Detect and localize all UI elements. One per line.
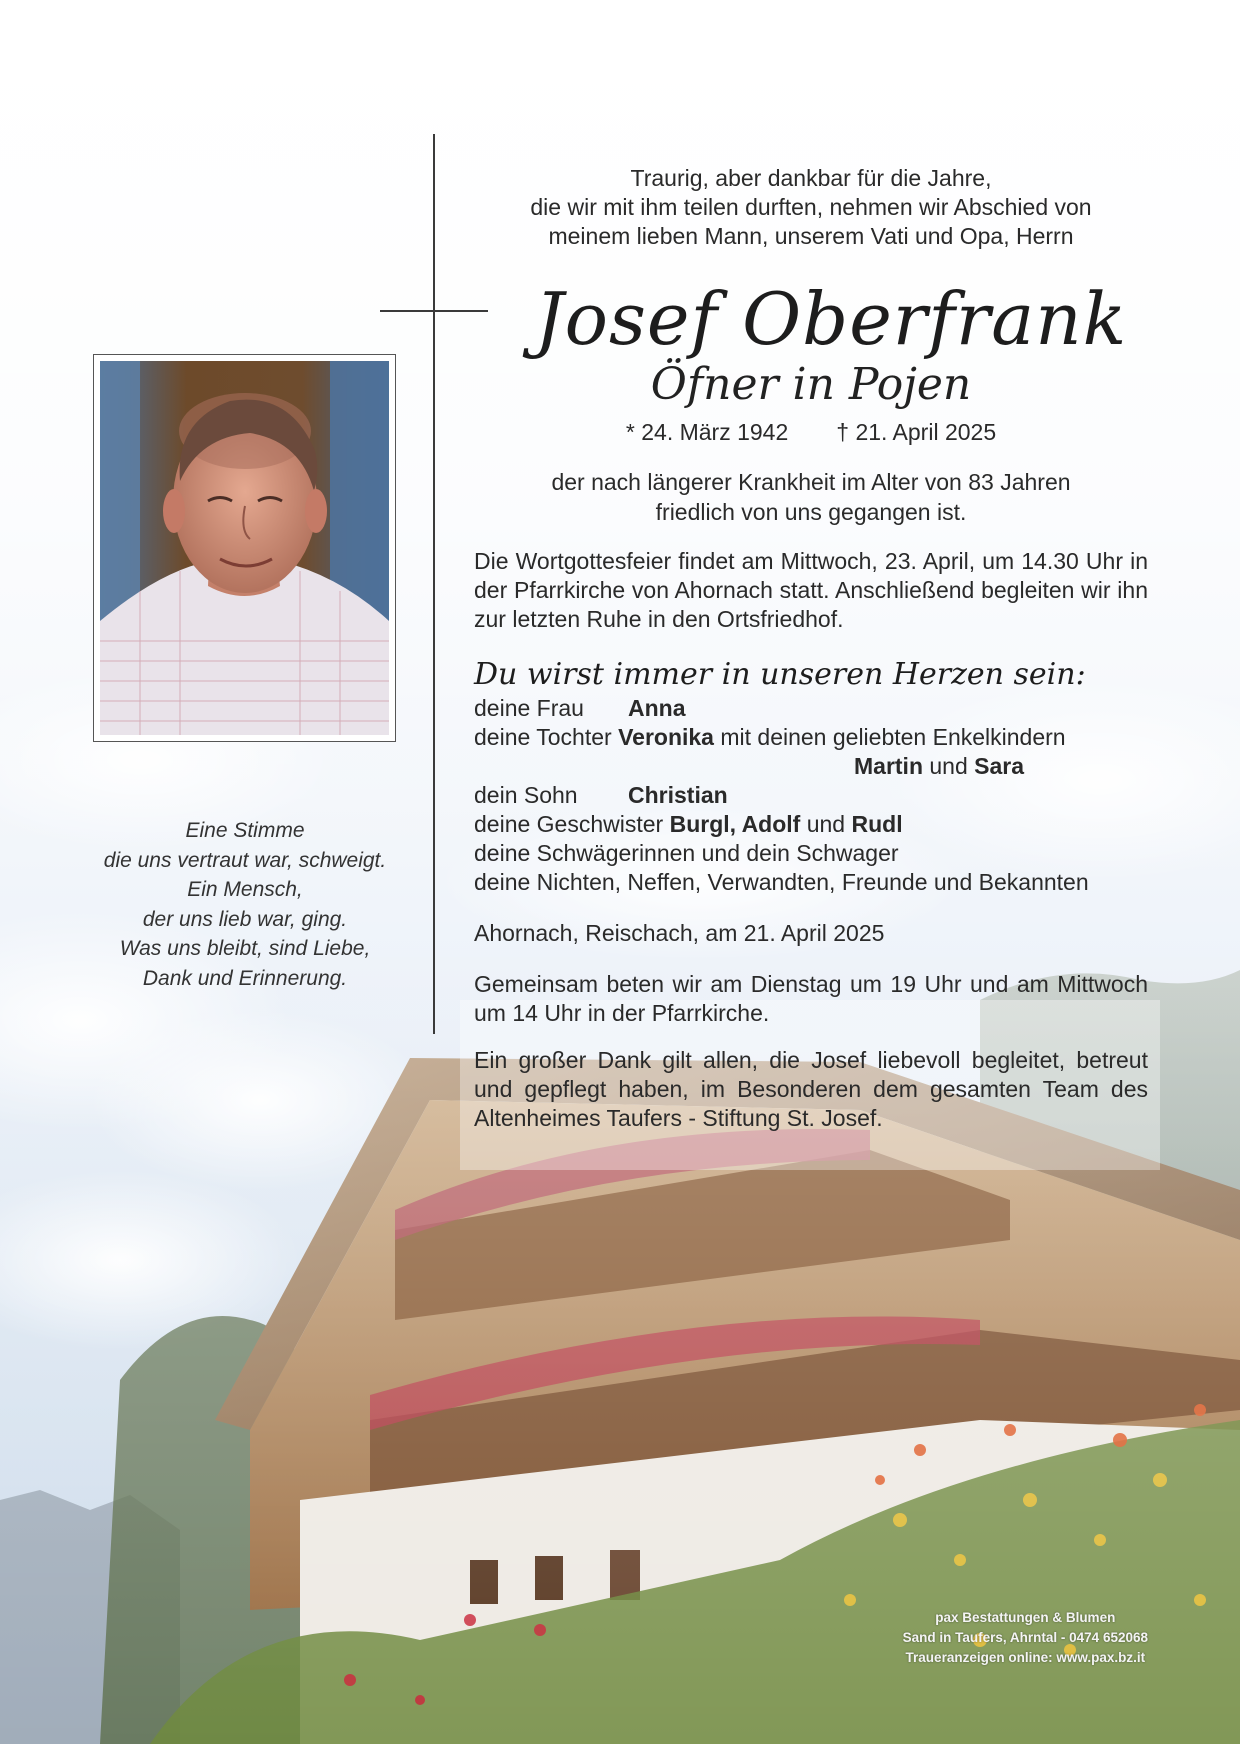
- family-name: Rudl: [851, 811, 903, 837]
- family-label: und: [806, 811, 846, 837]
- family-label: und: [929, 753, 968, 779]
- birth-date: * 24. März 1942: [625, 419, 789, 445]
- family-list: [474, 694, 1148, 897]
- life-dates: [474, 417, 1148, 447]
- poem-line: Dank und Erinnerung.: [142, 966, 348, 990]
- family-heading: Du wirst immer in unseren Herzen sein:: [474, 657, 1086, 692]
- undertaker-footer: [903, 1608, 1148, 1668]
- passing-line: friedlich von uns gegangen ist.: [655, 499, 967, 525]
- portrait-photo: [100, 361, 389, 735]
- poem-line: die uns vertraut war, schweigt.: [103, 848, 387, 872]
- family-row-inlaws: deine Schwägerinnen und dein Schwager: [474, 840, 899, 866]
- family-name: Christian: [628, 782, 728, 808]
- family-row-grandchildren: [474, 752, 1148, 781]
- intro-line: Traurig, aber dankbar für die Jahre,: [630, 165, 992, 191]
- footer-line: Sand in Taufers, Ahrntal - 0474 652068: [902, 1630, 1148, 1645]
- passing-text: [474, 467, 1148, 527]
- family-name: Anna: [628, 695, 686, 721]
- poem-line: Eine Stimme: [185, 819, 305, 842]
- family-row-daughter: [474, 723, 1148, 752]
- deceased-name: Josef Oberfrank: [534, 277, 1128, 361]
- poem-line: Was uns bleibt, sind Liebe,: [119, 937, 371, 960]
- family-name: Martin: [854, 753, 923, 779]
- family-label: deine Geschwister: [474, 811, 664, 837]
- family-row-siblings: [474, 810, 1148, 839]
- poem-line: Ein Mensch,: [187, 878, 303, 901]
- portrait-illustration: [100, 361, 389, 735]
- family-label: mit deinen geliebten Enkelkindern: [720, 724, 1066, 750]
- family-name: Veronika: [618, 724, 714, 750]
- ceremony-text: Die Wortgottesfeier findet am Mittwoch, 23. April, um 14.30 Uhr in der Pfarrkirche von Ahornach statt. Anschließend begleiten wir ihn zur letzten Ruhe in den Ortsfriedhof.: [474, 548, 1148, 632]
- intro-line: die wir mit ihm teilen durften, nehmen wir Abschied von: [530, 194, 1092, 220]
- cross-horizontal-bar: [380, 310, 488, 312]
- cross-vertical-bar: [433, 134, 435, 1034]
- footer-line: pax Bestattungen & Blumen: [935, 1610, 1116, 1625]
- intro-text: [474, 164, 1148, 251]
- prayer-text: Gemeinsam beten wir am Dienstag um 19 Uhr und am Mittwoch um 14 Uhr in der Pfarrkirche.: [474, 971, 1148, 1026]
- poem-line: der uns lieb war, ging.: [142, 907, 348, 931]
- intro-line: meinem lieben Mann, unserem Vati und Opa, Herrn: [548, 223, 1074, 249]
- family-label: deine Tochter: [474, 724, 612, 750]
- death-date: † 21. April 2025: [836, 419, 997, 445]
- family-row-wife: [474, 694, 1148, 723]
- family-label: dein Sohn: [474, 782, 578, 808]
- poem: [60, 816, 430, 993]
- footer-line: Traueranzeigen online: www.pax.bz.it: [905, 1650, 1146, 1665]
- passing-line: der nach längerer Krankheit im Alter von 83 Jahren: [551, 469, 1071, 495]
- family-name: Sara: [974, 753, 1025, 779]
- announcement-text-column: [474, 164, 1148, 1133]
- family-row-relatives: deine Nichten, Neffen, Verwandten, Freunde und Bekannten: [474, 869, 1089, 895]
- family-label: deine Frau: [474, 695, 584, 721]
- thanks-text: Ein großer Dank gilt allen, die Josef liebevoll begleitet, betreut und gepflegt haben, im Besonderen dem gesamten Team des Altenheimes Taufers - Stiftung St. Josef.: [474, 1047, 1148, 1131]
- family-row-son: [474, 781, 1148, 810]
- family-name: Burgl, Adolf: [669, 811, 801, 837]
- portrait-photo-frame: [93, 354, 396, 742]
- place-date: Ahornach, Reischach, am 21. April 2025: [474, 920, 885, 946]
- house-name: Öfner in Pojen: [650, 359, 972, 410]
